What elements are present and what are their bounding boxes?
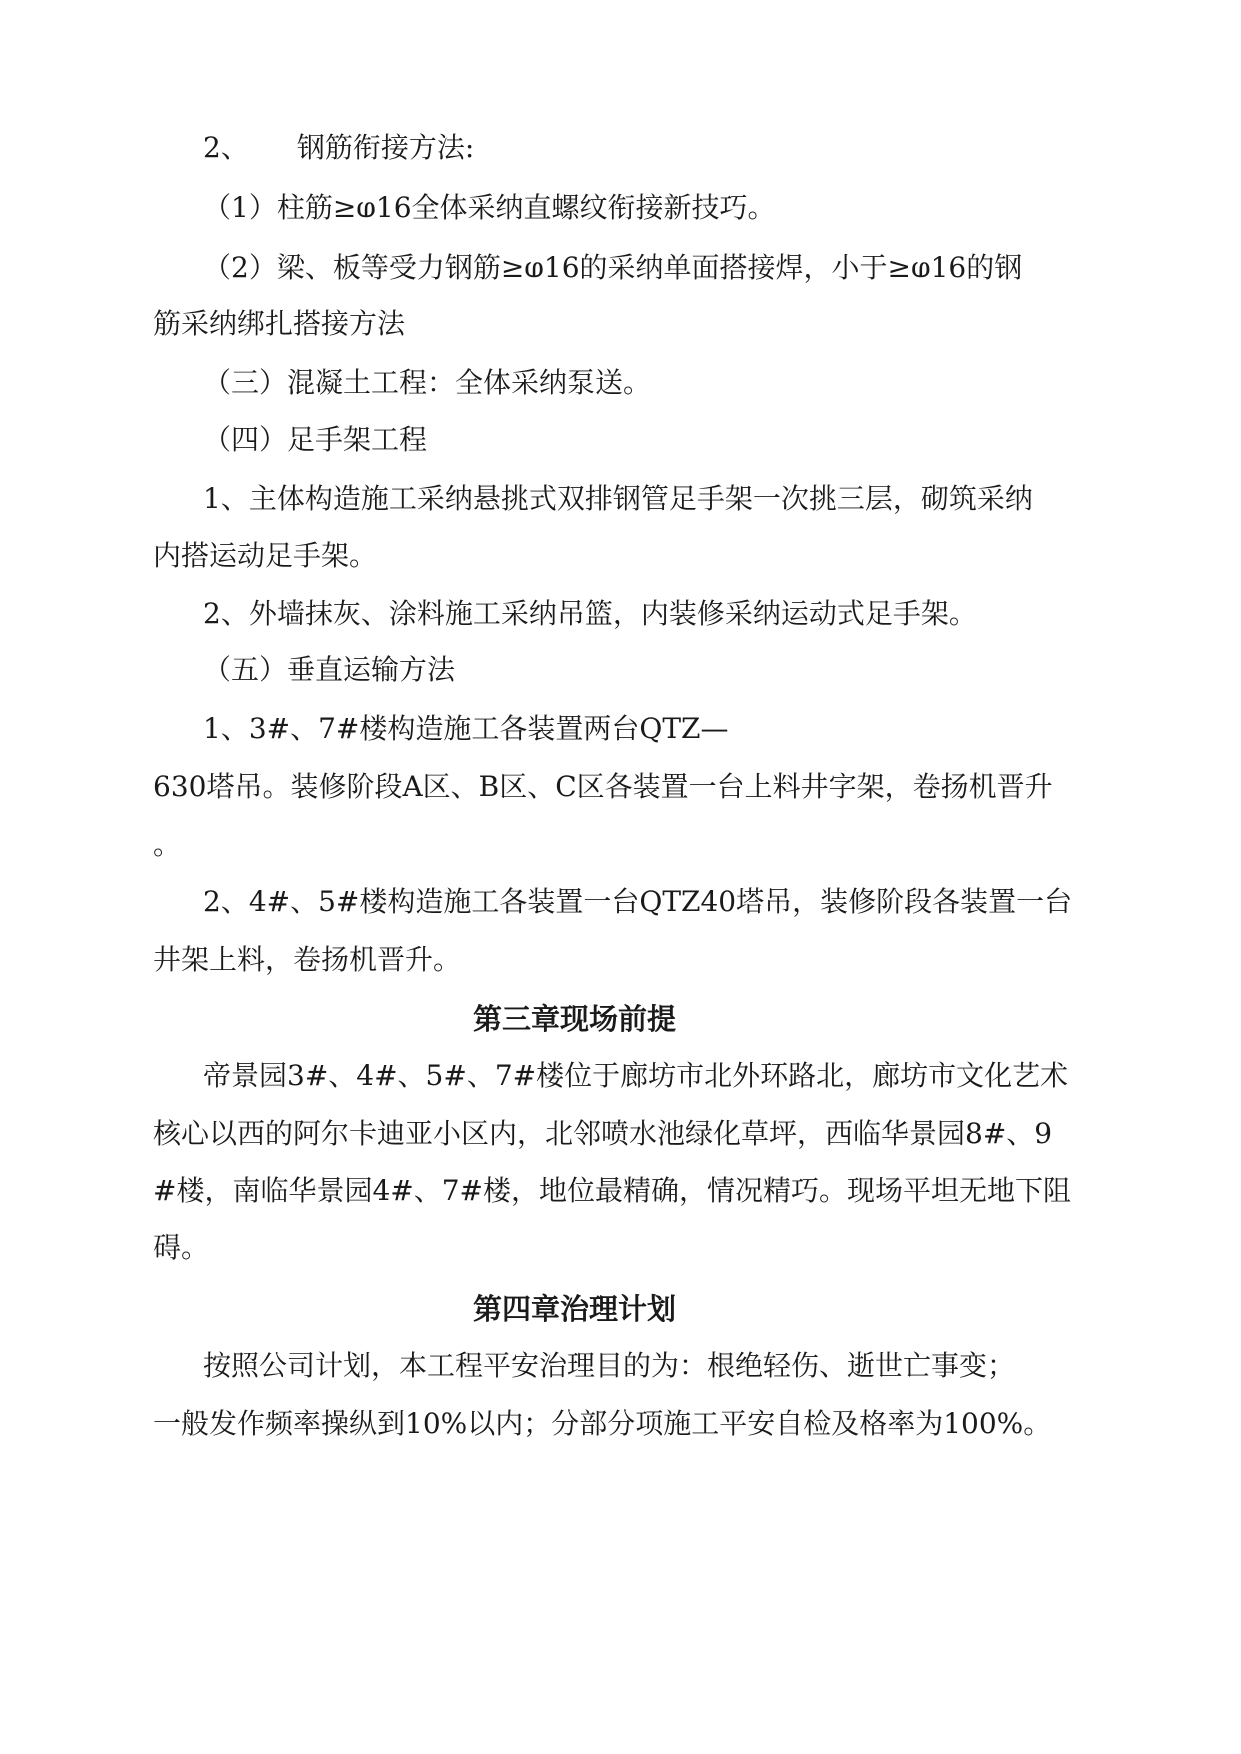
paragraph-line: （2）梁、板等受力钢筋≥ⱷ16的采纳单面搭接焊，小于≥ⱷ16的钢 (203, 251, 1023, 284)
section-subheading: （四）足手架工程 (203, 423, 428, 456)
item-number: 2、 (203, 131, 249, 164)
paragraph-line: #楼，南临华景园4#、7#楼，地位最精确，情况精巧。现场平坦无地下阻 (153, 1174, 1072, 1207)
chapter-4-heading: 第四章治理计划 (473, 1292, 677, 1326)
paragraph-line: 内搭运动足手架。 (153, 539, 378, 572)
paragraph-line: 2、外墙抹灰、涂料施工采纳吊篮，内装修采纳运动式足手架。 (203, 597, 977, 630)
paragraph-line: 1、3#、7#楼构造施工各装置两台QTZ— (203, 712, 729, 745)
paragraph-line: 630塔吊。装修阶段A区、B区、C区各装置一台上料井字架，卷扬机晋升 (153, 770, 1053, 803)
paragraph-line: 帝景园3#、4#、5#、7#楼位于廊坊市北外环路北，廊坊市文化艺术 (203, 1059, 1069, 1092)
item-title: 钢筋衔接方法: (296, 131, 475, 164)
paragraph-line: 一般发作频率操纵到10%以内；分部分项施工平安自检及格率为100%。 (153, 1407, 1052, 1440)
paragraph-line: （三）混凝土工程：全体采纳泵送。 (203, 366, 652, 399)
paragraph-line: 筋采纳绑扎搭接方法 (153, 307, 406, 340)
section-subheading: （五）垂直运输方法 (203, 653, 456, 686)
paragraph-line: 核心以西的阿尔卡迪亚小区内，北邻喷水池绿化草坪，西临华景园8#、9 (153, 1117, 1053, 1150)
paragraph-line: 2、4#、5#楼构造施工各装置一台QTZ40塔吊，装修阶段各装置一台 (203, 885, 1073, 918)
chapter-3-heading: 第三章现场前提 (473, 1002, 677, 1036)
paragraph-line: 井架上料，卷扬机晋升。 (153, 943, 462, 976)
paragraph-line: 。 (153, 828, 182, 861)
paragraph-line: 按照公司计划，本工程平安治理目的为：根绝轻伤、逝世亡事变； (203, 1349, 1016, 1382)
paragraph-line: 1、主体构造施工采纳悬挑式双排钢管足手架一次挑三层，砌筑采纳 (203, 482, 1033, 515)
item-2-rebar-connection (203, 131, 474, 165)
paragraph-line: 碍。 (153, 1231, 210, 1264)
paragraph-line: （1）柱筋≥ⱷ16全体采纳直螺纹衔接新技巧。 (203, 191, 776, 224)
